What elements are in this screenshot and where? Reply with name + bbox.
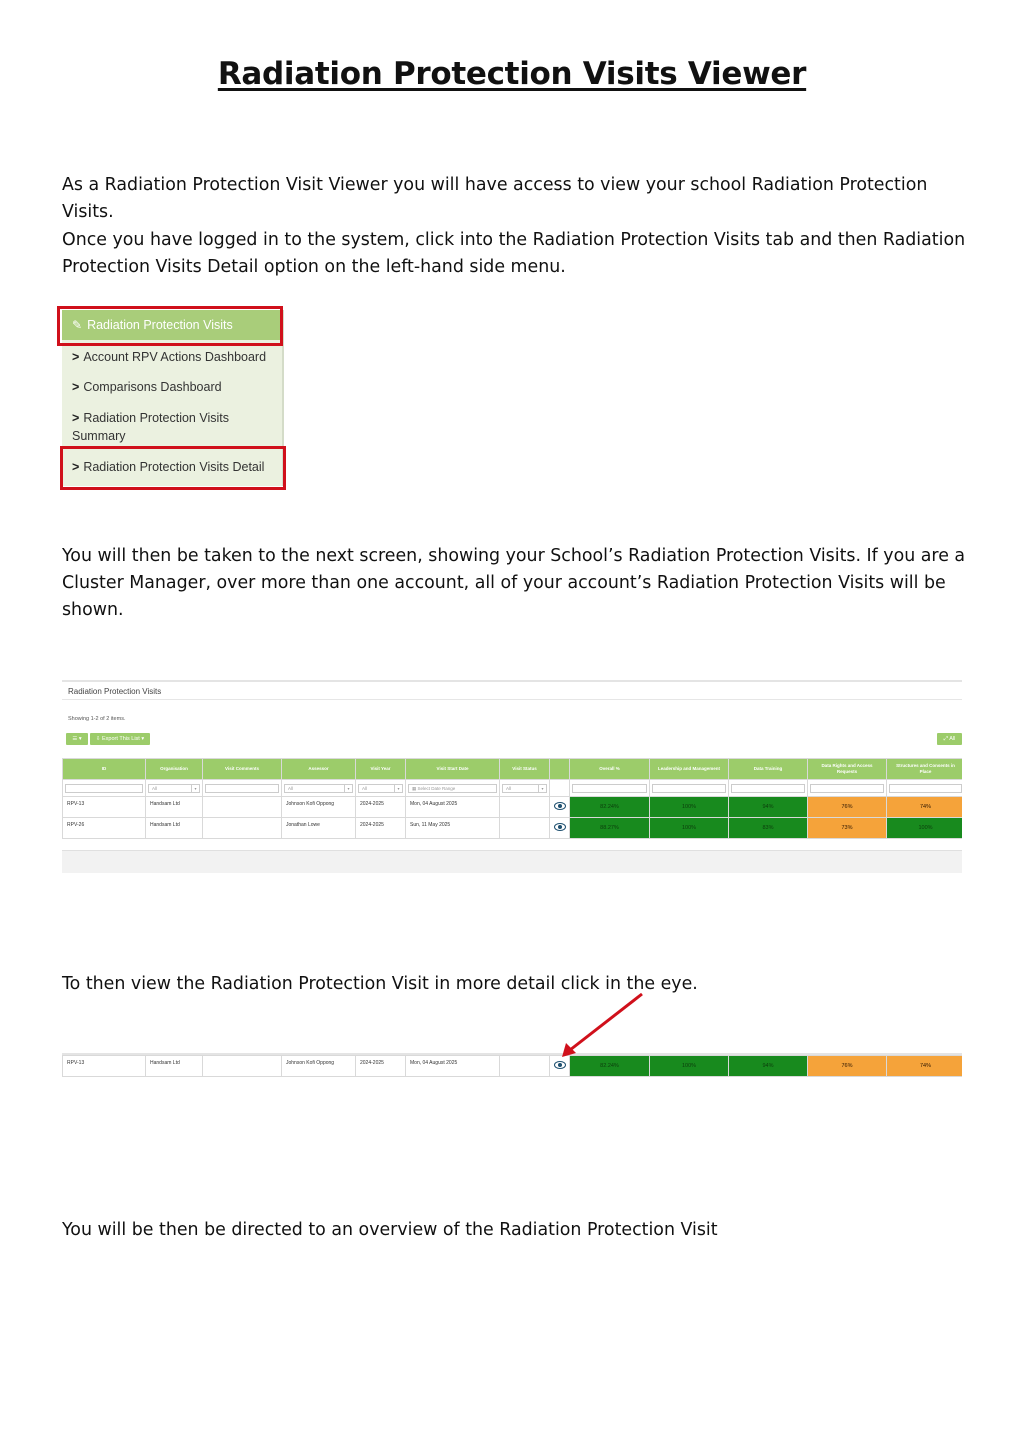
chevron-down-icon: ▾ [344,785,352,792]
arrow-shaft [570,994,642,1050]
page-title: Radiation Protection Visits Viewer [217,56,807,92]
cell-id: RPV-13 [63,1056,146,1077]
export-list-button[interactable]: ⇩ Export This List ▾ [90,733,150,745]
assessor-filter-select[interactable]: All ▾ [284,784,353,793]
column-header[interactable]: Visit Comments [203,759,282,780]
eye-icon [554,802,566,810]
menu-item-radiation-protection-visits-summary[interactable] [72,409,232,445]
menu-item-label: Account RPV Actions Dashboard [83,350,267,364]
menu-item-label: Radiation Protection Visits Summary [72,411,229,443]
column-header[interactable]: Data Rights and Access Requests [808,759,887,780]
view-visit-button[interactable] [550,818,570,839]
cell-comments [203,797,282,818]
chevron-down-icon: ▾ [538,785,546,792]
panel-title: Radiation Protection Visits [68,687,162,696]
column-header[interactable]: Data Training [729,759,808,780]
column-header[interactable]: Organisation [146,759,203,780]
cell-year: 2024-2025 [356,1056,406,1077]
view-visit-button[interactable] [550,797,570,818]
cell-status [500,797,550,818]
visits-table-screenshot [62,680,962,873]
cell-assessor: Johnson Kofi Oppong [282,797,356,818]
chevron-down-icon: ▾ [191,785,199,792]
visits-table [62,758,962,839]
cell-status [500,1056,550,1077]
training-filter-input[interactable] [731,784,805,793]
cell-status [500,818,550,839]
cell-comments [203,1056,282,1077]
overview-paragraph: You will be then be directed to an overview of the Radiation Protection Visit [62,1220,718,1240]
column-header[interactable]: Visit Status [500,759,550,780]
leadership-filter-input[interactable] [652,784,726,793]
cell-year: 2024-2025 [356,818,406,839]
chevron-right-icon: > [72,350,80,364]
cell-assessor: Jonathan Lowe [282,818,356,839]
cell-overall: 82.24% [570,797,650,818]
column-header[interactable]: Leadership and Management [650,759,729,780]
organisation-filter-select[interactable]: All ▾ [148,784,200,793]
cell-year: 2024-2025 [356,797,406,818]
visit-row-table [62,1055,962,1077]
eye-icon [554,1061,566,1069]
cell-overall: 82.24% [570,1056,650,1077]
column-header[interactable]: Visit Year [356,759,406,780]
menu-item-label: Radiation Protection Visits Detail [83,460,265,474]
column-header [550,759,570,780]
grid-menu-button[interactable]: ☰ ▾ [66,733,88,745]
structures-filter-input[interactable] [889,784,962,793]
cell-leadership: 100% [650,818,729,839]
chevron-right-icon: > [72,460,80,474]
table-filter-row [63,780,963,797]
cell-structures: 74% [887,1056,963,1077]
rights-filter-input[interactable] [810,784,884,793]
cell-structures: 74% [887,797,963,818]
table-row [63,1056,963,1077]
chevron-down-icon: ▾ [394,785,402,792]
eye-icon [554,823,566,831]
cell-organisation: Handsam Ltd [146,1056,203,1077]
highlight-box-detail-item [60,446,286,490]
cell-rights: 76% [808,1056,887,1077]
cell-training: 83% [729,818,808,839]
cell-comments [203,818,282,839]
menu-header-label: Radiation Protection Visits [87,318,233,332]
cell-leadership: 100% [650,797,729,818]
comments-filter-input[interactable] [205,784,279,793]
overall-filter-input[interactable] [572,784,647,793]
year-filter-select[interactable]: All ▾ [358,784,403,793]
calendar-icon: ▦ [412,785,418,791]
cell-start-date: Mon, 04 August 2025 [406,797,500,818]
cell-id: RPV-13 [63,797,146,818]
table-row [63,818,963,839]
cell-start-date: Mon, 04 August 2025 [406,1056,500,1077]
column-header[interactable]: ID [63,759,146,780]
menu-item-comparisons-dashboard[interactable] [72,378,277,396]
cell-training: 94% [729,797,808,818]
view-visit-button[interactable] [550,1056,570,1077]
table-row [63,797,963,818]
column-header[interactable]: Overall % [570,759,650,780]
cell-start-date: Sun, 11 May 2025 [406,818,500,839]
intro-paragraph: As a Radiation Protection Visit Viewer you will have access to view your school Radiation Protection Visits. [62,175,928,222]
cell-leadership: 100% [650,1056,729,1077]
date-range-filter[interactable]: ▦ Select Date Range [408,784,497,793]
cell-rights: 76% [808,797,887,818]
single-row-screenshot [62,1053,962,1080]
pencil-icon: ✎ [72,318,83,332]
table-header-row [63,759,963,780]
showing-count: Showing 1-2 of 2 items. [68,716,126,722]
cell-assessor: Johnson Kofi Oppong [282,1056,356,1077]
divider [62,699,962,700]
cell-overall: 88.27% [570,818,650,839]
cell-training: 94% [729,1056,808,1077]
eye-paragraph: To then view the Radiation Protection Visit in more detail click in the eye. [62,974,698,994]
column-header[interactable]: Assessor [282,759,356,780]
highlight-box-menu-header [57,306,283,346]
status-filter-select[interactable]: All ▾ [502,784,547,793]
cell-id: RPV-26 [63,818,146,839]
next-screen-paragraph: You will then be taken to the next screen, showing your School’s Radiation Protection Visits. If you are a Cluster Manager, over more than one account, all of your account’s Radiation Protection Visits will be shown. [62,546,966,620]
cell-organisation: Handsam Ltd [146,797,203,818]
cell-rights: 73% [808,818,887,839]
cell-organisation: Handsam Ltd [146,818,203,839]
table-footer [62,850,962,873]
column-header[interactable]: Structures and Consents in Place [887,759,963,780]
login-paragraph: Once you have logged in to the system, click into the Radiation Protection Visits tab and then Radiation Protection Visits Detail option on the left-hand side menu. [62,230,966,277]
menu-item-label: Comparisons Dashboard [83,380,222,394]
chevron-right-icon: > [72,380,80,394]
chevron-right-icon: > [72,411,80,425]
menu-item-account-rpv-actions-dashboard[interactable] [72,348,277,366]
column-header[interactable]: Visit Start Date [406,759,500,780]
id-filter-input[interactable] [65,784,143,793]
cell-structures: 100% [887,818,963,839]
expand-all-button[interactable]: ⤢ All [937,733,962,745]
